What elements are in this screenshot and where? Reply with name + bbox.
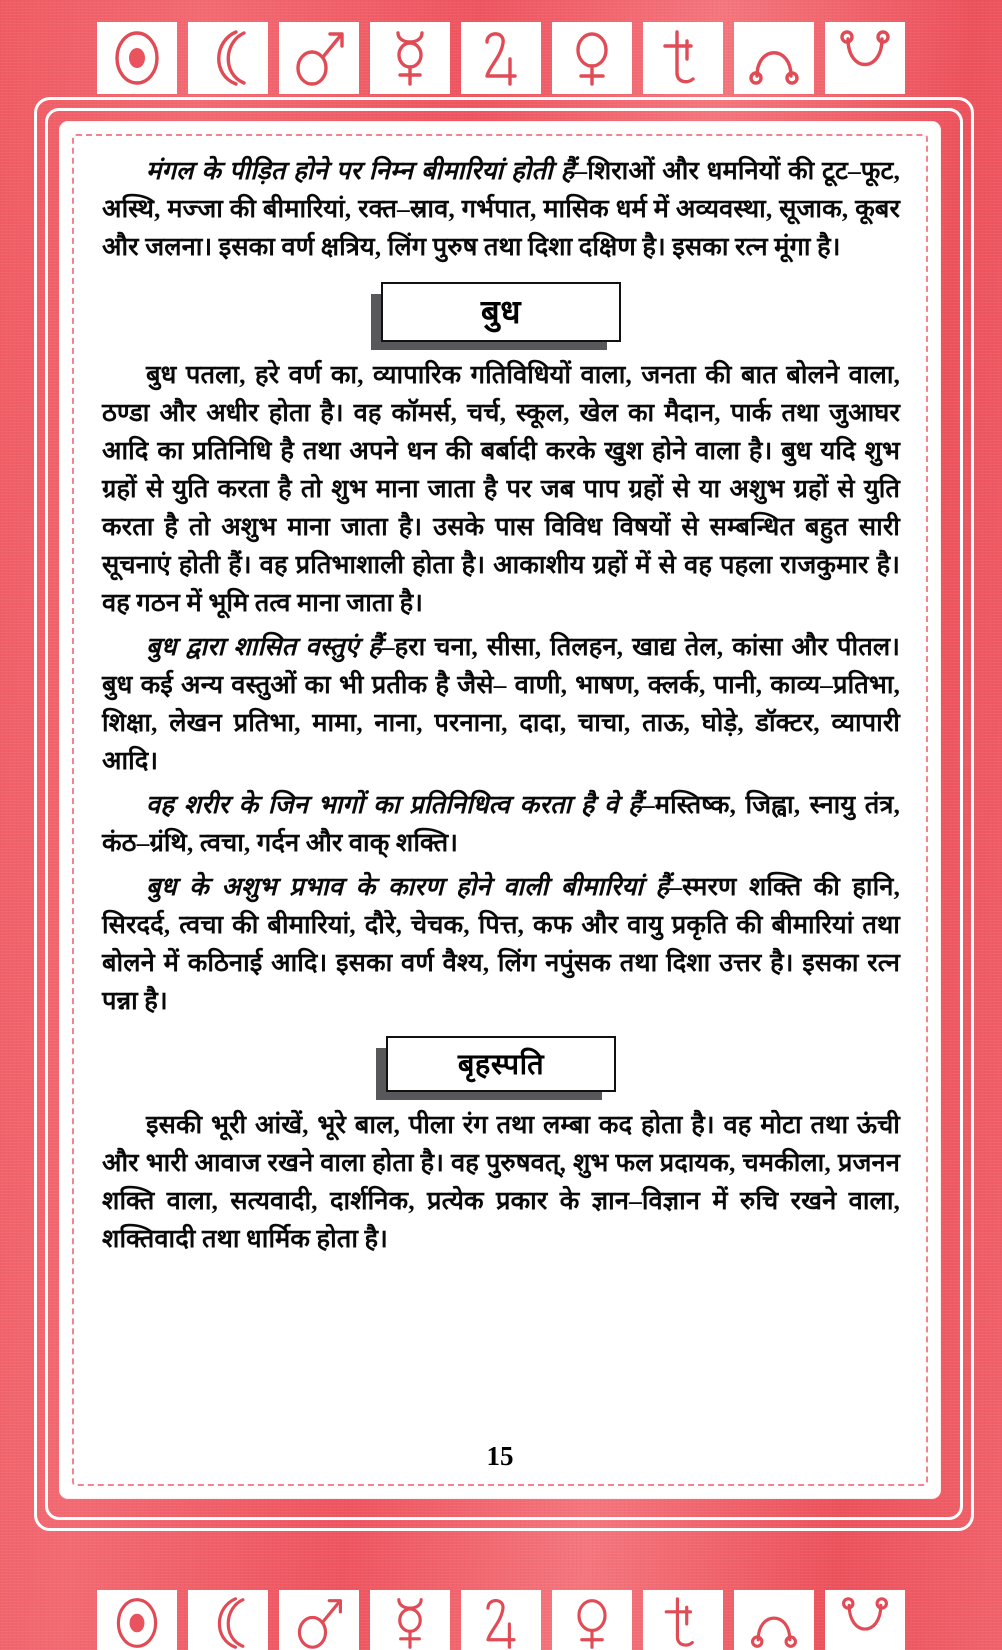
moon-icon: [200, 29, 256, 87]
saturn-icon: [655, 29, 711, 87]
ketu-icon: [837, 29, 893, 87]
page-number: 15: [486, 1441, 514, 1471]
mars-icon: [291, 29, 347, 87]
ketu-symbol-cell: [825, 1590, 905, 1650]
rahu-icon: [746, 1596, 802, 1650]
mars-icon: [291, 1596, 347, 1650]
jupiter-icon: [473, 1596, 529, 1650]
moon-symbol-cell: [188, 1590, 268, 1650]
sun-symbol-cell: [97, 22, 177, 94]
mars-symbol-cell: [279, 22, 359, 94]
paragraph-mars-diseases: [102, 152, 900, 266]
rahu-symbol-cell: [734, 22, 814, 94]
sun-symbol-cell: [97, 1590, 177, 1650]
moon-icon: [200, 1596, 256, 1650]
paragraph-mercury-intro: बुध पतला, हरे वर्ण का, व्यापारिक गतिविधियों वाला, जनता की बात बोलने वाला, ठण्डा और अधीर होता है। वह कॉमर्स, चर्च, स्कूल, खेल का मैदान, पार्क तथा जुआघर आदि का प्रतिनिधि है तथा अपने धन की बर्बादी करके खुश होने वाला है। बुध यदि शुभ ग्रहों से युति करता है तो शुभ माना जाता है पर जब पाप ग्रहों से या अशुभ ग्रहों से युति करता है तो अशुभ माना जाता है। उसके पास विविध विषयों से सम्बन्धित बहुत सारी सूचनाएं होती हैं। वह प्रतिभाशाली होता है। आकाशीय ग्रहों में से वह पहला राजकुमार है। वह गठन में भूमि तत्व माना जाता है।: [102, 360, 900, 617]
mars-diseases-lead: मंगल के पीड़ित होने पर निम्न बीमारियां होती हैं: [146, 156, 575, 185]
sun-icon: [109, 1596, 165, 1650]
ketu-icon: [837, 1596, 893, 1650]
sun-icon: [109, 29, 165, 87]
jupiter-icon: [473, 29, 529, 87]
paragraph-mercury-objects: [102, 628, 900, 780]
heading-text-jupiter: बृहस्पति: [457, 1048, 545, 1081]
venus-icon: [564, 29, 620, 87]
venus-icon: [564, 1596, 620, 1650]
rahu-icon: [746, 29, 802, 87]
mars-symbol-cell: [279, 1590, 359, 1650]
saturn-symbol-cell: [643, 1590, 723, 1650]
section-heading-mercury: [102, 282, 900, 342]
planet-symbol-strip-top: [0, 22, 1002, 94]
jupiter-symbol-cell: [461, 1590, 541, 1650]
paragraph-mercury-body-parts: [102, 786, 900, 862]
saturn-symbol-cell: [643, 22, 723, 94]
ketu-symbol-cell: [825, 22, 905, 94]
page-content: [102, 152, 900, 1468]
page-paper: [60, 122, 940, 1498]
mercury-icon: [382, 1596, 438, 1650]
venus-symbol-cell: [552, 22, 632, 94]
moon-symbol-cell: [188, 22, 268, 94]
mercury-diseases-body: –स्मरण शक्ति की हानि, सिरदर्द, त्वचा की बीमारियां, दौरे, चेचक, पित्त, कफ और वायु प्रकृति की बीमारियां तथा बोलने में कठिनाई आदि। इसका वर्ण वैश्य, लिंग नपुंसक तथा दिशा उत्तर है। इसका रत्न पन्ना है।: [102, 872, 900, 1015]
mercury-body-parts-lead: वह शरीर के जिन भागों का प्रतिनिधित्व करता है वे हैं: [146, 790, 642, 819]
saturn-icon: [655, 1596, 711, 1650]
section-heading-jupiter: [102, 1036, 900, 1092]
paragraph-jupiter-intro: इसकी भूरी आंखें, भूरे बाल, पीला रंग तथा लम्बा कद होता है। वह मोटा तथा ऊंची और भारी आवाज रखने वाला होता है। वह पुरुषवत्, शुभ फल प्रदायक, चमकीला, प्रजनन शक्ति वाला, सत्यवादी, दार्शनिक, प्रत्येक प्रकार के ज्ञान–विज्ञान में रुचि रखने वाला, शक्तिवादी तथा धार्मिक होता है।: [102, 1110, 900, 1253]
mars-diseases-body: –शिराओं और धमनियों की टूट–फूट, अस्थि, मज्जा की बीमारियां, रक्त–स्राव, गर्भपात, मासिक धर्म में अव्यवस्था, सूजाक, कूबर और जलना। इसका वर्ण क्षत्रिय, लिंग पुरुष तथा दिशा दक्षिण है। इसका रत्न मूंगा है।: [102, 156, 900, 261]
mercury-symbol-cell: [370, 1590, 450, 1650]
heading-text-mercury: बुध: [480, 294, 522, 331]
paragraph-mercury-diseases: [102, 868, 900, 1020]
heading-box: [386, 1036, 616, 1092]
mercury-symbol-cell: [370, 22, 450, 94]
venus-symbol-cell: [552, 1590, 632, 1650]
mercury-objects-lead: बुध द्वारा शासित वस्तुएं हैं: [146, 632, 382, 661]
rahu-symbol-cell: [734, 1590, 814, 1650]
mercury-icon: [382, 29, 438, 87]
jupiter-symbol-cell: [461, 22, 541, 94]
mercury-body-parts-body: –मस्तिष्क, जिह्वा, स्नायु तंत्र, कंठ–ग्रंथि, त्वचा, गर्दन और वाक् शक्ति।: [102, 790, 900, 857]
heading-box: [381, 282, 621, 342]
planet-symbol-strip-bottom: [0, 1590, 1002, 1650]
mercury-diseases-lead: बुध के अशुभ प्रभाव के कारण होने वाली बीमारियां हैं: [146, 872, 670, 901]
mercury-objects-body: –हरा चना, सीसा, तिलहन, खाद्य तेल, कांसा और पीतल। बुध कई अन्य वस्तुओं का भी प्रतीक है जैसे– वाणी, भाषण, क्लर्क, पानी, काव्य–प्रतिभा, शिक्षा, लेखन प्रतिभा, मामा, नाना, परनाना, दादा, चाचा, ताऊ, घोड़े, डॉक्टर, व्यापारी आदि।: [102, 632, 901, 775]
